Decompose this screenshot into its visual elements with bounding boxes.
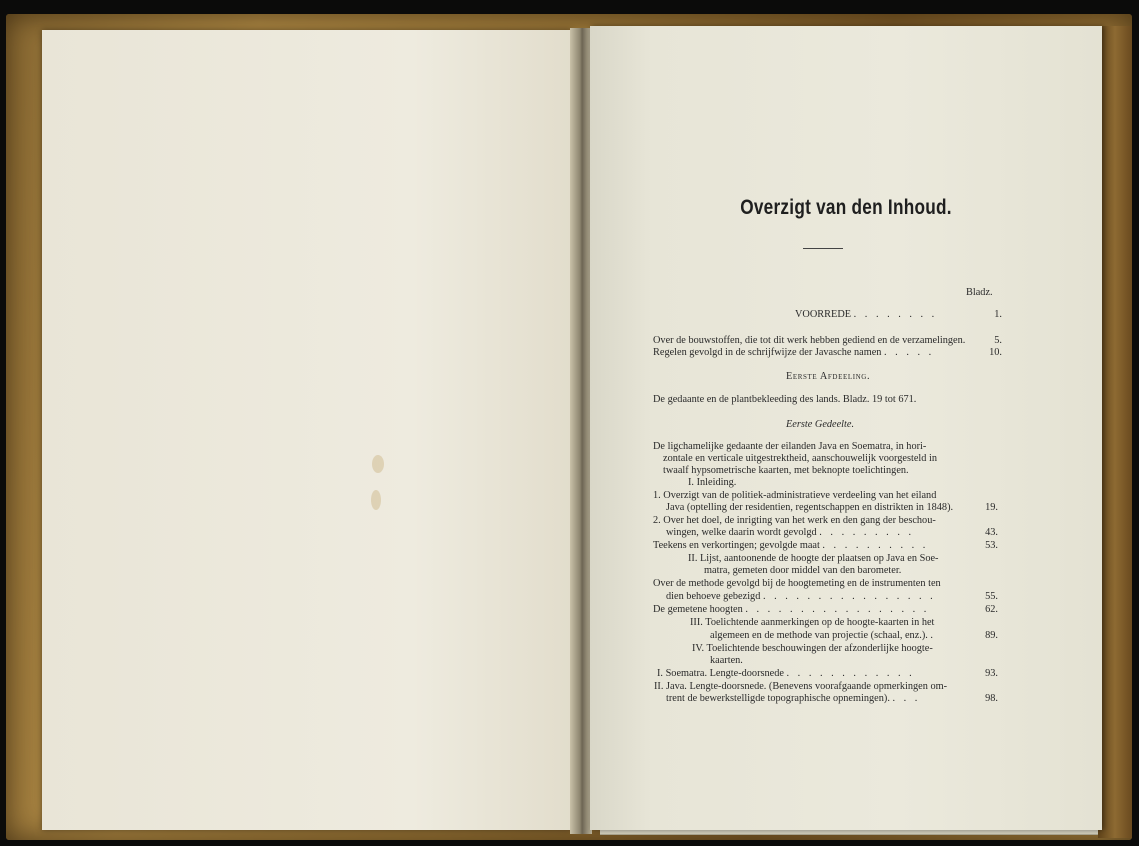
page-title: Overzigt van den Inhoud. xyxy=(740,196,952,219)
toc-entry: algemeen en de methode van projectie (schaal, enz.). . xyxy=(710,630,936,641)
title-rule xyxy=(803,248,843,249)
toc-entry: 1. Overzigt van de politiek-administratieve verdeeling van het eiland xyxy=(653,490,937,501)
leader-dots: . . . . . . . . . . . . . . . . . xyxy=(745,604,930,615)
subsection-heading: Eerste Gedeelte. xyxy=(786,419,855,430)
page-number: 55. xyxy=(985,591,998,602)
voorrede-entry xyxy=(795,309,937,322)
toc-entry: trent de bewerkstelligde topographische opnemingen). . . . xyxy=(666,693,921,704)
stain xyxy=(371,490,381,510)
page-number: 43. xyxy=(985,527,998,538)
leader-dots: . . . . . . . . . xyxy=(819,527,915,538)
leader-dots: . xyxy=(930,630,936,641)
toc-entry: Teekens en verkortingen; gevolgde maat . . . . . . . . . . xyxy=(653,540,929,551)
page-number: 62. xyxy=(985,604,998,615)
toc-entry: De ligchamelijke gedaante der eilanden Java en Soematra, in hori- xyxy=(653,441,927,452)
toc-entry: matra, gemeten door middel van den barometer. xyxy=(704,565,902,576)
voorrede-label: VOORREDE xyxy=(795,309,852,320)
toc-entry: II. Java. Lengte-doorsnede. (Benevens voorafgaande opmerkingen om- xyxy=(654,681,948,692)
toc-entry: III. Toelichtende aanmerkingen op de hoogte-kaarten in het xyxy=(690,617,935,628)
right-page xyxy=(590,26,1102,830)
toc-entry: Java (optelling der residentien, regentschappen en distrikten in 1848). xyxy=(666,502,954,513)
leader-dots: . . . . . . . . . . xyxy=(822,540,929,551)
toc-entry: wingen, welke daarin wordt gevolgd . . . . . . . . . xyxy=(666,527,915,538)
toc-entry: zontale en verticale uitgestrektheid, aanschouwelijk voorgesteld in xyxy=(663,453,938,464)
page-number: 53. xyxy=(985,540,998,551)
toc-entry: Over de bouwstoffen, die tot dit werk hebben gediend en de verzamelingen. xyxy=(653,335,966,346)
leader-dots: . . . . . . . . . . . . . . . . xyxy=(762,591,936,602)
book-cover-edge xyxy=(1098,26,1132,838)
toc-entry: I. Soematra. Lengte-doorsnede . . . . . . . . . . . . xyxy=(657,668,915,679)
toc-entry: II. Lijst, aantoonende de hoogte der plaatsen op Java en Soe- xyxy=(688,553,939,564)
left-page xyxy=(42,30,572,830)
page-number: 19. xyxy=(985,502,998,513)
section-heading: Eerste Afdeeling. xyxy=(786,371,871,382)
toc-entry: I. Inleiding. xyxy=(688,477,737,488)
leader-dots: . . . . . . . . . . . . xyxy=(786,668,915,679)
toc-entry: dien behoeve gebezigd . . . . . . . . . . . . . . . . xyxy=(666,591,936,602)
page-number: 1. xyxy=(994,309,1002,320)
leader-dots: . . . . . . . . xyxy=(853,309,938,320)
toc-entry: De gemetene hoogten . . . . . . . . . . . . . . . . . xyxy=(653,604,930,615)
toc-entry: IV. Toelichtende beschouwingen der afzonderlijke hoogte- xyxy=(692,643,933,654)
toc-entry: 2. Over het doel, de inrigting van het werk en den gang der beschou- xyxy=(653,515,936,526)
page-number: 93. xyxy=(985,668,998,679)
leader-dots: . . . xyxy=(892,693,921,704)
bladz-heading: Bladz. xyxy=(966,287,993,298)
toc-entry: Over de methode gevolgd bij de hoogtemeting en de instrumenten ten xyxy=(653,578,941,589)
toc-entry: twaalf hypsometrische kaarten, met beknopte toelichtingen. xyxy=(663,465,909,476)
page-number: 98. xyxy=(985,693,998,704)
leader-dots: . . . . . xyxy=(884,347,935,358)
page-number: 10. xyxy=(989,347,1002,358)
page-number: 5. xyxy=(994,335,1002,346)
book-gutter xyxy=(570,28,592,834)
toc-entry: Regelen gevolgd in de schrijfwijze der Javasche namen . . . . . xyxy=(653,347,935,358)
stain xyxy=(372,455,384,473)
section-description: De gedaante en de plantbekleeding des lands. Bladz. 19 tot 671. xyxy=(653,394,917,405)
page-number: 89. xyxy=(985,630,998,641)
toc-entry: kaarten. xyxy=(710,655,743,666)
